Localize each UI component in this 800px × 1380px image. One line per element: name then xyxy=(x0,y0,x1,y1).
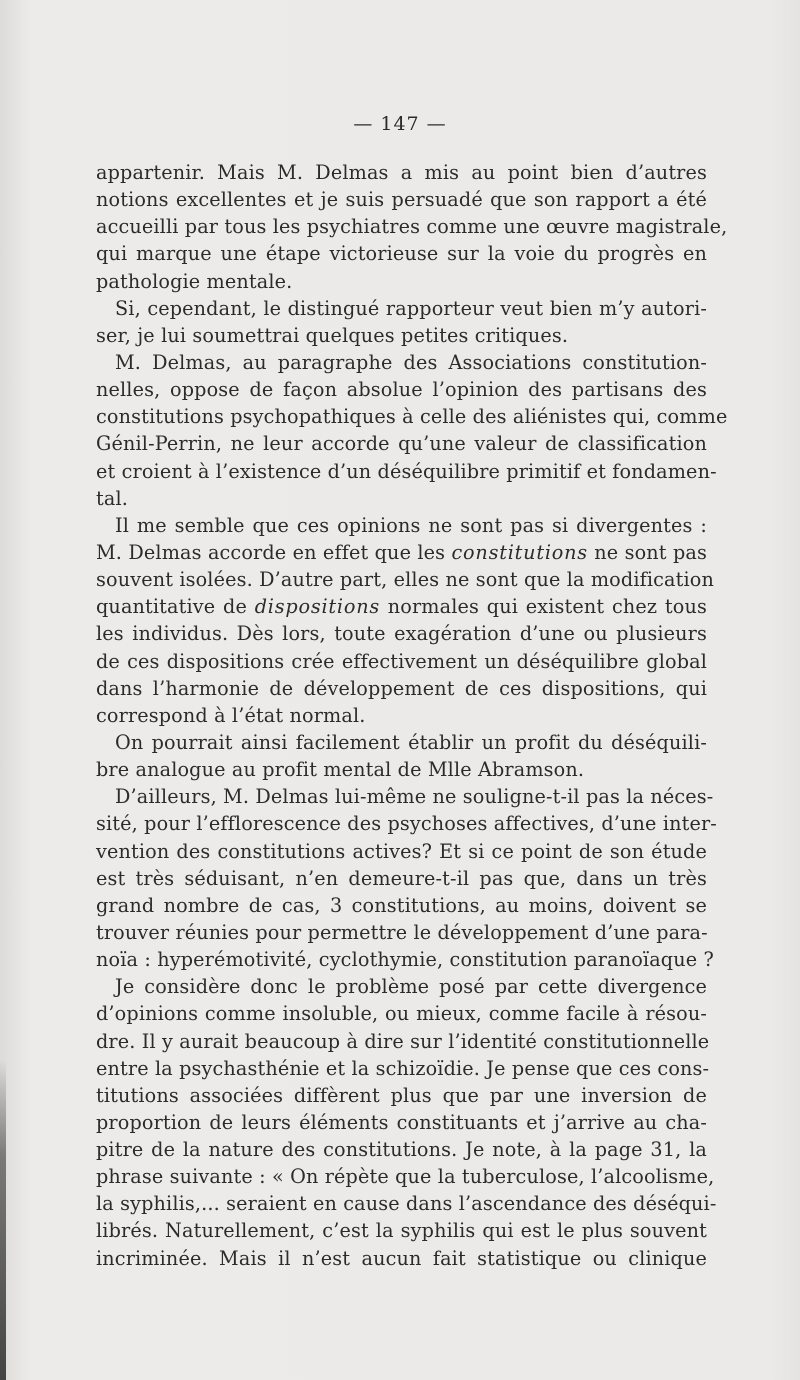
text-segment: M. Delmas, au paragraphe des Associations constitution- xyxy=(115,350,707,374)
text-line xyxy=(96,1082,707,1109)
text-line xyxy=(96,810,717,837)
text-line xyxy=(96,403,728,430)
text-segment: trouver réunies pour permettre le développement d’une para- xyxy=(96,920,708,944)
text-segment: la syphilis,... seraient en cause dans l’ascendance des déséqui- xyxy=(96,1192,717,1216)
text-segment: incriminée. Mais il n’est aucun fait statistique ou clinique xyxy=(96,1246,707,1270)
body-text xyxy=(96,159,728,1272)
text-segment: entre la psychasthénie et la schizoïdie. Je pense que ces cons- xyxy=(96,1056,710,1080)
text-line xyxy=(96,186,707,213)
text-segment: de ces dispositions crée effectivement un déséquilibre global xyxy=(96,649,707,673)
text-segment: accueilli par tous les psychiatres comme une œuvre magistrale, xyxy=(96,215,728,239)
text-segment: notions excellentes et je suis persuadé que son rapport a été xyxy=(96,188,707,212)
text-segment: constitutions psychopathiques à celle des aliénistes qui, comme xyxy=(96,405,728,429)
text-line xyxy=(96,485,707,512)
text-segment: ne sont pas xyxy=(587,540,707,564)
text-segment: Il me semble que ces opinions ne sont pas si divergentes : xyxy=(115,513,707,537)
text-line xyxy=(96,1000,707,1027)
text-line xyxy=(96,1109,707,1136)
text-segment: D’ailleurs, M. Delmas lui-même ne souligne-t-il pas la néces- xyxy=(115,785,714,809)
page-edge-shadow xyxy=(0,1060,6,1380)
text-segment: les individus. Dès lors, toute exagération d’une ou plusieurs xyxy=(96,622,707,646)
text-segment: sité, pour l’efflorescence des psychoses affectives, d’une inter- xyxy=(96,812,717,836)
text-segment: librés. Naturellement, c’est la syphilis qui est le plus souvent xyxy=(96,1219,707,1243)
text-segment: proportion de leurs éléments constituants et j’arrive au cha- xyxy=(96,1110,707,1134)
text-line xyxy=(96,865,707,892)
text-line xyxy=(96,675,707,702)
text-segment: dans l’harmonie de développement de ces dispositions, qui xyxy=(96,676,707,700)
italic-term: constitutions xyxy=(451,540,588,564)
text-line xyxy=(96,838,707,865)
text-line xyxy=(96,566,714,593)
text-line xyxy=(96,648,707,675)
text-segment: bre analogue au profit mental de Mlle Abramson. xyxy=(96,758,585,782)
text-line xyxy=(96,268,707,295)
text-line xyxy=(96,1136,707,1163)
text-segment: et croient à l’existence d’un déséquilibre primitif et fondamen- xyxy=(96,459,717,483)
text-line xyxy=(96,213,728,240)
text-line xyxy=(96,1055,710,1082)
text-segment: normales qui existent chez tous xyxy=(380,595,707,619)
text-line xyxy=(96,1028,710,1055)
text-segment: pitre de la nature des constitutions. Je note, à la page 31, la xyxy=(96,1138,707,1162)
text-line xyxy=(96,539,707,566)
text-segment: ser, je lui soumettrai quelques petites critiques. xyxy=(96,323,569,347)
text-segment: nelles, oppose de façon absolue l’opinion des partisans des xyxy=(96,378,707,402)
text-segment: Je considère donc le problème posé par cette divergence xyxy=(115,975,707,999)
text-line xyxy=(96,756,707,783)
text-line xyxy=(96,783,714,810)
text-line xyxy=(96,1163,715,1190)
text-line xyxy=(96,1190,717,1217)
text-line xyxy=(96,1245,707,1272)
text-line xyxy=(96,892,707,919)
text-line xyxy=(96,919,707,946)
text-segment: appartenir. Mais M. Delmas a mis au point bien d’autres xyxy=(96,161,707,184)
text-segment: souvent isolées. D’autre part, elles ne sont que la modification xyxy=(96,568,714,592)
text-segment: phrase suivante : « On répète que la tuberculose, l’alcoolisme, xyxy=(96,1165,715,1189)
text-line xyxy=(96,349,707,376)
text-line xyxy=(96,376,707,403)
text-segment: tal. xyxy=(96,486,128,510)
text-segment: On pourrait ainsi facilement établir un profit du déséquili- xyxy=(115,730,707,754)
text-segment: titutions associées diffèrent plus que par une inversion de xyxy=(96,1083,707,1107)
text-segment: qui marque une étape victorieuse sur la voie du progrès en xyxy=(96,242,707,266)
text-segment: pathologie mentale. xyxy=(96,269,293,293)
text-line xyxy=(96,973,707,1000)
text-segment: d’opinions comme insoluble, ou mieux, comme facile à résou- xyxy=(96,1002,707,1026)
page-number: — 147 — xyxy=(353,113,447,135)
text-segment: M. Delmas accorde en effet que les xyxy=(96,540,452,564)
text-line xyxy=(96,159,707,186)
text-line xyxy=(96,620,707,647)
text-segment: grand nombre de cas, 3 constitutions, au moins, doivent se xyxy=(96,893,707,917)
text-segment: noïa : hyperémotivité, cyclothymie, constitution paranoïaque ? xyxy=(96,948,714,972)
text-line xyxy=(96,593,707,620)
text-line xyxy=(96,702,707,729)
text-line xyxy=(96,946,714,973)
text-segment: Si, cependant, le distingué rapporteur veut bien m’y autori- xyxy=(115,296,707,320)
text-segment: correspond à l’état normal. xyxy=(96,703,366,727)
italic-term: dispositions xyxy=(254,595,381,619)
text-segment: est très séduisant, n’en demeure-t-il pas que, dans un très xyxy=(96,866,707,890)
text-line xyxy=(96,295,707,322)
text-line xyxy=(96,729,707,756)
text-line xyxy=(96,430,707,457)
text-line xyxy=(96,1217,707,1244)
text-segment: vention des constitutions actives? Et si ce point de son étude xyxy=(96,839,707,863)
text-line xyxy=(96,240,707,267)
text-line xyxy=(96,458,717,485)
text-segment: dre. Il y aurait beaucoup à dire sur l’identité constitutionnelle xyxy=(96,1029,710,1053)
text-segment: quantitative de xyxy=(96,595,255,619)
text-line xyxy=(96,512,707,539)
text-line xyxy=(96,322,707,349)
text-segment: Génil-Perrin, ne leur accorde qu’une valeur de classification xyxy=(96,432,707,456)
